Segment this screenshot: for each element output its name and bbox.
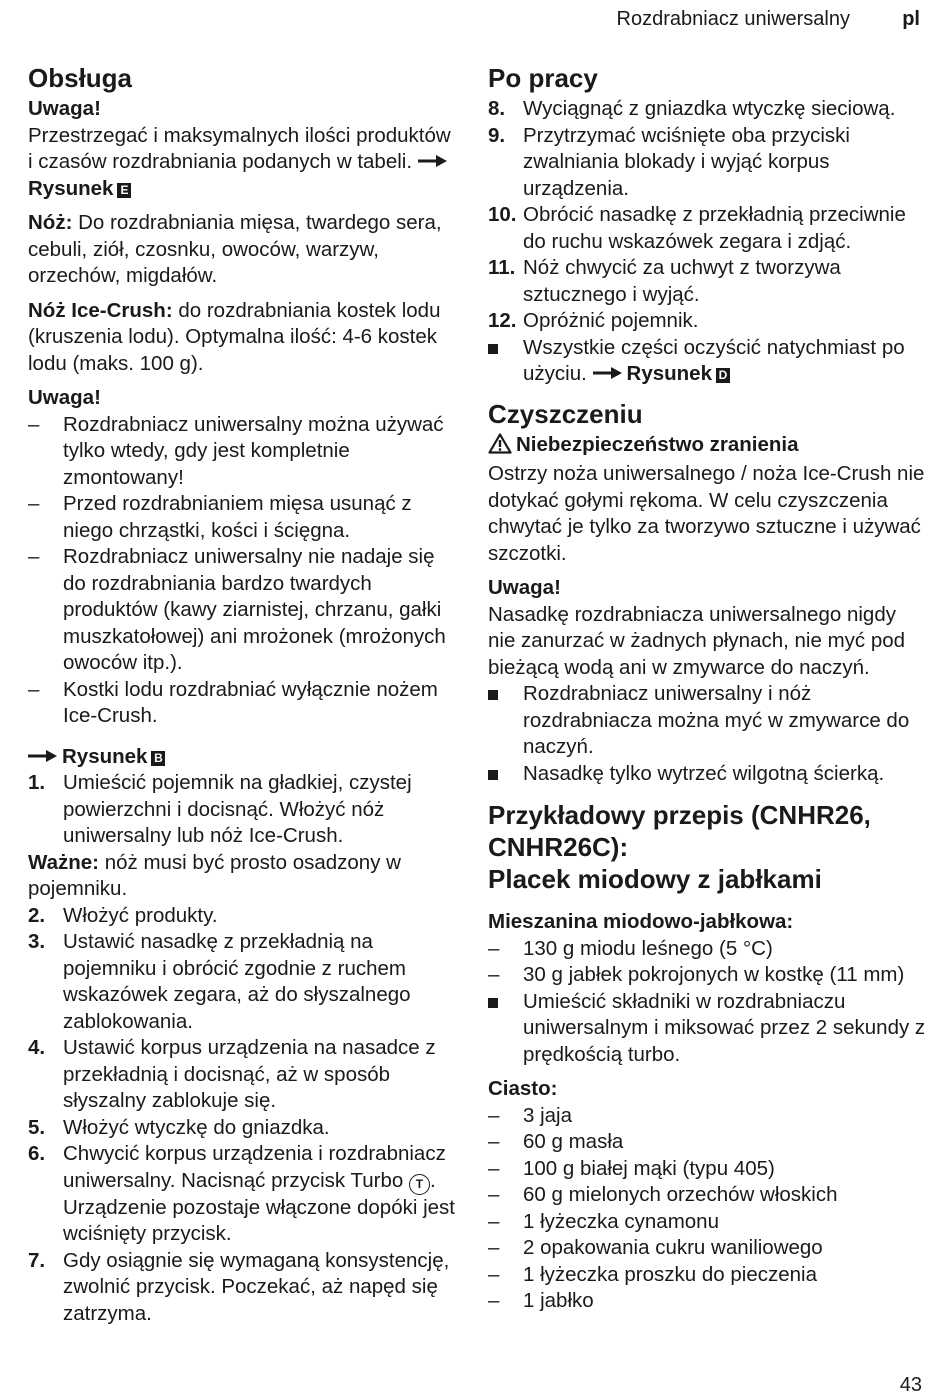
step-item — [28, 1115, 458, 1142]
dash-marker: – — [28, 412, 40, 436]
turbo-icon: T — [409, 1174, 430, 1195]
step-item — [28, 770, 458, 850]
step-item — [488, 96, 928, 123]
bullet-text: Nasadkę tylko wytrzeć wilgotną ścierką. — [523, 761, 885, 785]
list-item — [488, 962, 928, 989]
warning-heading — [488, 432, 928, 462]
step-item — [28, 903, 458, 930]
list-item-text: Kostki lodu rozdrabniać wyłącznie nożem Ice-Crush. — [63, 677, 438, 727]
list-item — [488, 1209, 928, 1236]
dash-marker: – — [488, 1209, 500, 1233]
figure-ref-label: Rysunek — [28, 176, 114, 200]
figure-letter-box: D — [716, 368, 730, 383]
step-item — [28, 1141, 458, 1248]
bullet-item — [488, 761, 928, 788]
list-item — [28, 412, 458, 492]
step-number: 1. — [28, 771, 46, 794]
square-bullet-icon — [488, 681, 498, 708]
step-text: Opróżnić pojemnik. — [523, 309, 699, 332]
ice-crush-label: Nóż Ice-Crush: — [28, 298, 173, 322]
step-text: Wyciągnąć z gniazdka wtyczkę sieciową. — [523, 97, 896, 120]
list-item-text: Rozdrabniacz uniwersalny można używać tylko wtedy, gdy jest kompletnie zmontowany! — [63, 412, 444, 489]
paragraph-ice-crush — [28, 298, 458, 378]
step-item — [28, 929, 458, 1035]
list-item-text: 60 g masła — [523, 1130, 624, 1153]
figure-ref-b — [28, 744, 458, 771]
paragraph-knife — [28, 210, 458, 290]
list-item — [488, 1262, 928, 1289]
caution-list — [28, 412, 458, 730]
step-item — [488, 202, 928, 255]
list-item-text: 1 łyżeczka cynamonu — [523, 1209, 719, 1233]
dash-marker: – — [28, 677, 40, 701]
dash-marker: – — [488, 1289, 500, 1312]
step-number: 4. — [28, 1036, 46, 1059]
figure-ref-label: Rysunek — [62, 744, 148, 768]
list-item — [488, 1288, 928, 1315]
step-item — [488, 123, 928, 203]
knife-text: Do rozdrabniania mięsa, twardego sera, cebuli, ziół, czosnku, owoców, warzyw, orzechów, migdałów. — [28, 211, 442, 287]
list-item — [488, 1156, 928, 1183]
step-number: 3. — [28, 930, 46, 953]
step-number: 7. — [28, 1248, 46, 1272]
step-item — [488, 255, 928, 308]
dash-marker: – — [488, 1262, 500, 1286]
dash-marker: – — [488, 963, 500, 986]
warning-label: Niebezpieczeństwo zranienia — [516, 432, 799, 456]
bullet-item — [488, 681, 928, 761]
step-item — [28, 1035, 458, 1115]
mix-label: Mieszanina miodowo-jabłkowa: — [488, 910, 794, 933]
step-number: 5. — [28, 1115, 46, 1139]
list-item-text: 1 jabłko — [523, 1289, 594, 1312]
list-item-text: 60 g mielonych orzechów włoskich — [523, 1183, 838, 1206]
step-text-a: Chwycić korpus urządzenia i rozdrabniacz uniwersalny. Nacisnąć przycisk Turbo — [63, 1142, 446, 1192]
list-item-text: Rozdrabniacz uniwersalny nie nadaje się do rozdrabniania bardzo twardych produktów (kawy ziarnistej, chrzanu, gałki muszkatołowej) ani mrożonek (mrożonych owoców itp.). — [63, 545, 446, 674]
step-text: Włożyć wtyczkę do gniazdka. — [63, 1115, 330, 1139]
dash-marker: – — [488, 1156, 500, 1180]
bullet-text: Umieścić składniki w rozdrabniaczu uniwersalnym i miksować przez 2 sekundy z prędkością turbo. — [523, 989, 926, 1066]
dash-marker: – — [488, 1103, 500, 1127]
dough-label: Ciasto: — [488, 1077, 558, 1100]
step-text: Przytrzymać wciśnięte oba przyciski zwalniania blokady i wyjąć korpus urządzenia. — [523, 123, 850, 200]
step-text: Gdy osiągnie się wymaganą konsystencję, zwolnić przycisk. Poczekać, aż napęd się zatrzyma. — [63, 1248, 450, 1325]
section-heading-po-pracy: Po pracy — [488, 63, 598, 93]
header-title: Rozdrabniacz uniwersalny — [616, 8, 850, 30]
arrow-right-icon — [28, 744, 58, 771]
dash-marker: – — [488, 1130, 500, 1153]
important-text: nóż musi być prosto osadzony w pojemniku. — [28, 850, 401, 900]
dash-marker: – — [488, 1183, 500, 1206]
dash-marker: – — [28, 545, 40, 568]
list-item-text: 1 łyżeczka proszku do pieczenia — [523, 1262, 817, 1286]
step-text: Nóż chwycić za uchwyt z tworzywa sztucznego i wyjąć. — [523, 256, 841, 306]
paragraph-important — [28, 850, 458, 903]
note-label: Uwaga! — [28, 386, 101, 409]
list-item — [488, 1182, 928, 1209]
step-number: 6. — [28, 1142, 46, 1165]
paragraph-limits — [28, 123, 458, 203]
list-item — [488, 1129, 928, 1156]
step-number: 8. — [488, 97, 506, 120]
warning-triangle-icon — [488, 433, 512, 462]
step-number: 11. — [488, 256, 516, 279]
bullet-item — [488, 989, 928, 1069]
bullet-text: Rozdrabniacz uniwersalny i nóż rozdrabniacza można myć w zmywarce do naczyń. — [523, 682, 910, 758]
right-column — [488, 62, 928, 1315]
recipe-heading-line2: Placek miodowy z jabłkami — [488, 864, 822, 894]
arrow-right-icon — [418, 149, 448, 176]
step-text: Ustawić korpus urządzenia na nasadce z przekładnią i docisnąć, aż w sposób słyszalny zablokuje się. — [63, 1036, 436, 1112]
step-text: Obrócić nasadkę z przekładnią przeciwnie do ruchu wskazówek zegara i zdjąć. — [523, 203, 906, 253]
note-label: Uwaga! — [28, 97, 101, 120]
step-number: 9. — [488, 123, 506, 147]
step-text: Włożyć produkty. — [63, 903, 218, 927]
important-label: Ważne: — [28, 850, 99, 874]
list-item — [488, 1103, 928, 1130]
step-item — [28, 1248, 458, 1328]
list-item-text: 30 g jabłek pokrojonych w kostkę (11 mm) — [523, 963, 905, 986]
figure-letter-box: B — [151, 751, 165, 766]
step-number: 10. — [488, 203, 517, 226]
list-item — [488, 936, 928, 963]
list-item — [28, 677, 458, 730]
square-bullet-icon — [488, 989, 498, 1016]
figure-ref-label: Rysunek — [626, 362, 712, 385]
dash-marker: – — [488, 936, 500, 960]
list-item-text: 130 g miodu leśnego (5 °C) — [523, 936, 773, 960]
warning-text: Ostrzy noża uniwersalnego / noża Ice-Crush nie dotykać gołymi rękoma. W celu czyszczenia chwytać je tylko za tworzywo sztuczne i używać szczotki. — [488, 462, 925, 565]
list-item-text: Przed rozdrabnianiem mięsa usunąć z niego chrząstki, kości i ścięgna. — [63, 492, 412, 542]
ice-crush-text: do rozdrabniania kostek lodu (kruszenia lodu). Optymalna ilość: 4-6 kostek lodu (maks. 100 g). — [28, 298, 441, 375]
dash-marker: – — [28, 492, 40, 515]
dash-marker: – — [488, 1236, 500, 1259]
list-item — [28, 491, 458, 544]
section-heading-czyszczeniu: Czyszczeniu — [488, 398, 643, 429]
page-number: 43 — [899, 1374, 922, 1396]
arrow-right-icon — [593, 361, 623, 388]
step-number: 12. — [488, 309, 517, 332]
knife-label: Nóż: — [28, 211, 73, 234]
square-bullet-icon — [488, 761, 498, 788]
step-item — [488, 308, 928, 335]
figure-letter-box: E — [117, 183, 131, 198]
paragraph-limits-text: Przestrzegać i maksymalnych ilości produktów i czasów rozdrabniania podanych w tabeli. — [28, 123, 451, 173]
page-header — [0, 6, 950, 32]
step-text: Ustawić nasadkę z przekładnią na pojemniku i obrócić zgodnie z ruchem wskazówek zegara, aż do słyszalnego zablokowania. — [63, 930, 411, 1033]
step-text: Umieścić pojemnik na gładkiej, czystej powierzchni i docisnąć. Włożyć nóż uniwersalny lub nóż Ice-Crush. — [63, 771, 412, 847]
recipe-heading-line1: Przykładowy przepis (CNHR26, CNHR26C): — [488, 800, 871, 862]
note-label: Uwaga! — [488, 576, 561, 599]
recipe-heading — [488, 799, 928, 895]
section-heading-obsluga: Obsługa — [28, 63, 133, 93]
step-number: 2. — [28, 903, 46, 927]
list-item-text: 2 opakowania cukru waniliowego — [523, 1236, 823, 1259]
bullet-item — [488, 335, 928, 388]
step-text-b: . Urządzenie pozostaje włączone dopóki jest wciśnięty przycisk. — [63, 1168, 456, 1245]
list-item-text: 3 jaja — [523, 1103, 573, 1127]
bullet-text: Wszystkie części oczyścić natychmiast po użyciu. — [523, 335, 905, 385]
language-code: pl — [902, 8, 920, 30]
note-text: Nasadkę rozdrabniacza uniwersalnego nigdy nie zanurzać w żadnych płynach, nie myć pod bieżącą wodą ani w zmywarce do naczyń. — [488, 602, 906, 679]
square-bullet-icon — [488, 335, 498, 362]
list-item — [28, 544, 458, 677]
list-item — [488, 1235, 928, 1262]
list-item-text: 100 g białej mąki (typu 405) — [523, 1156, 775, 1180]
left-column — [28, 62, 458, 1327]
